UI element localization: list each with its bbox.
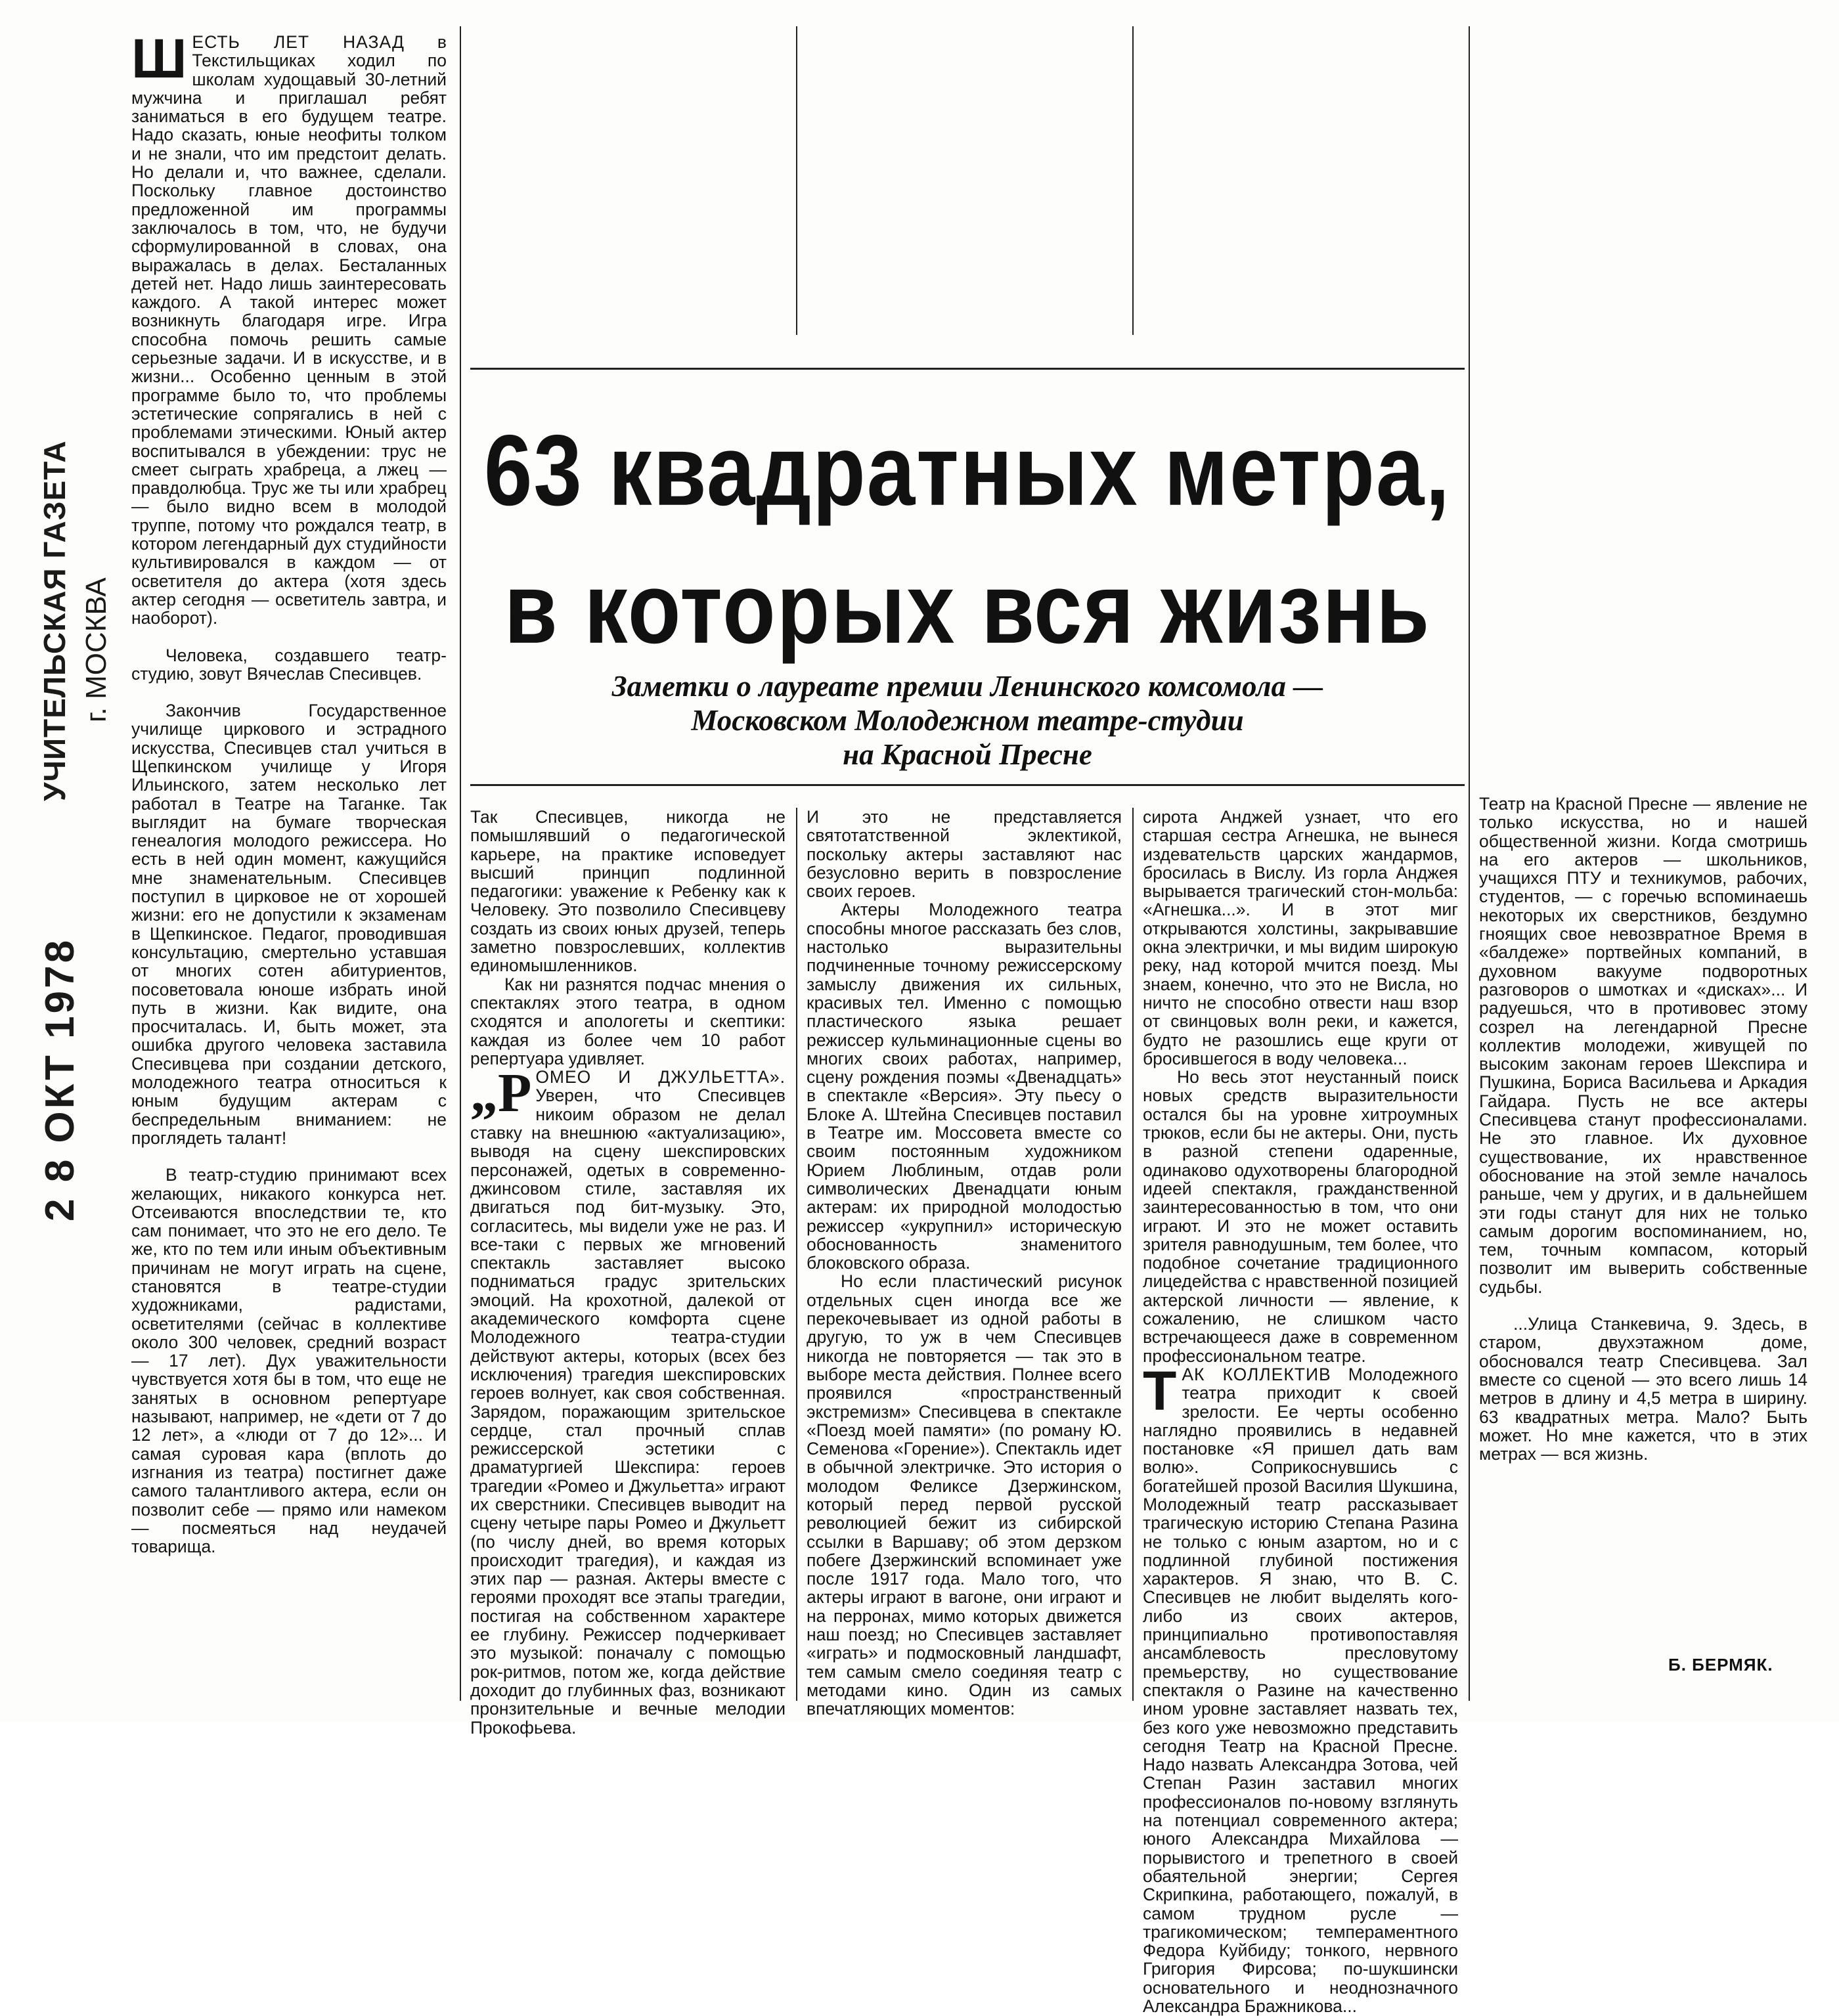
paragraph: ...Улица Станкевича, 9. Здесь, в старом, двухэтажном доме, обосновался театр Спесивцева. Зал вместе со сценой — это всего лишь 14 метров в длину и 4,5 метра в ширину. 63 квадратных метра. Мало? Быть может. Но мне кажется, что в этих метрах — вся жизнь.	[1479, 1314, 1807, 1464]
paragraph-text: Молодежного театра приходит к своей зрелости. Ее черты особенно наглядно проявились в недавней постановке «Я пришел дать вам волю». Соприкоснувшись с богатейшей прозой Василия Шукшина, Молодежный театр рассказывает трагическую историю Степана Разина не только с юным азартом, но и с подлинной глубиной постижения характеров. Я знаю, что В. С. Спесивцев не любит выделять кого-либо из своих актеров, принципиально противопоставляя ансамблевость пресловутому премьерству, но существование спектакля о Разине на качественно ином уровне заставляет назвать тех, без кого уже невозможно представить сегодня Театр на Красной Пресне. Надо назвать Александра Зотова, чей Степан Разин заставил многих профессионалов по-новому взглянуть на потенциал современного актера; юного Александра Михайлова — порывистого и трепетного в своей обаятельной энергии; Сергея Скрипкина, работающего, пожалуй, в самом трудном русле — трагикомическом; темпераментного Федора Куйбиду; тонкого, нервного Григория Фирсова; по-шукшински основательного и неоднозначного Александра Бражникова...	[1143, 1364, 1458, 2016]
headline-line-2: в которых вся жизнь	[504, 552, 1431, 665]
paragraph: Но если пластический рисунок отдельных сцен иногда все же перекочевывает из одной работы в другую, то уж в чем Спесивцев никогда не повторяется — так это в выборе места действия. Полнее всего проявился «пространственный экстремизм» Спесивцева в спектакле «Поезд моей памяти» (по роману Ю. Семенова «Горение»). Спектакль идет в обычной электричке. Это история о молодом Феликсе Дзержинском, который перед первой русской революцией бежит из сибирской ссылки в Варшаву; об этом дерзком побеге Дзержинский вспоминает уже после 1917 года. Мало того, что актеры играют в вагоне, они играют и на перронах, мимо которых движется наш поезд; но Спесивцев заставляет «играть» и подмосковный ландшафт, тем самым смело соединяя театр с методами кино. Один из самых впечатляющих моментов:	[807, 1271, 1122, 1719]
headline-top-rule	[470, 368, 1465, 370]
paragraph: Театр на Красной Пресне — явление не только искусства, но и нашей общественной жизни. Когда смотришь на его актеров — школьников, учащихся ПТУ и техникумов, рабочих, студентов, — с горечью вспоминаешь некоторых их сверстников, бездумно гноящих свое невозвратное Время в «балдеже» портвейных компаний, в духовном вакууме подворотных разговоров о шмотках и «дисках»... И радуешься, что в противовес этому созрел на легендарной Пресне коллектив молодежи, живущей по высоким законам героев Шекспира и Пушкина, Бориса Васильева и Аркадия Гайдара. Пусть не все актеры Спесивцева станут профессионалами. Не это главное. Их духовное существование, их нравственное обоснование на этой земле началось раньше, чем у других, и в дальнейшем эти годы станут для них не только самым дорогим воспоминанием, но, тем, точным компасом, который позволит им выверить собственные судьбы.	[1479, 794, 1807, 1297]
subtitle-line-3: на Красной Пресне	[843, 738, 1092, 771]
paragraph: Но весь этот неустанный поиск новых средств выразительности остался бы на уровне хитроумных трюков, если бы не актеры. Они, пусть в разной степени одаренные, одинаково одухотворены благородной идеей спектакля, гражданственной заинтересованностью в том, что они играют. И это не может оставить зрителя равнодушным, тем более, что подобное сочетание традиционного лицедейства с нравственной позицией актерской личности — явление, к сожалению, не слишком часто встречающееся даже в современном профессиональном театре.	[1143, 1067, 1458, 1366]
column-3	[807, 807, 1122, 1719]
lead-in: ОМЕО И ДЖУЛЬЕТТА».	[535, 1067, 786, 1087]
paragraph	[470, 1063, 786, 1738]
paragraph: В театр-студию принимают всех желающих, никакого конкурса нет. Отсеиваются впоследствии те, кто сам понимает, что это не его дело. Те же, кто по тем или иным объективным причинам не могут играть на сцене, становятся в театре-студии художниками, радистами, осветителями (сейчас в коллективе около 300 человек, средний возраст — 17 лет). Дух уважительности чувствуется хотя бы в том, что еще не занятых в основном репертуаре называют, например, не «дети от 7 до 12 лет», а «люди от 7 до 12»... И самая суровая кара (вплоть до изгнания из театра) постигнет даже самого талантливого актера, если он позволит себе — прямо или намеком — посмеяться над неудачей товарища.	[131, 1165, 447, 1557]
lead-in: АК КОЛЛЕКТИВ	[1182, 1364, 1331, 1384]
column-divider	[1132, 808, 1134, 1701]
author-signature: Б. БЕРМЯК.	[1668, 1655, 1773, 1675]
column-divider	[796, 808, 797, 1701]
headline-line-1: 63 квадратных метра,	[483, 414, 1451, 527]
column-divider	[1132, 26, 1134, 335]
city-stamp: г. МОСКВА	[80, 577, 112, 722]
paragraph-text: в Текстильщиках ходил по школам худощавый 30-летний мужчина и приглашал ребят заниматься в его будущем театре. Надо сказать, юные неофиты толком и не знали, что им предстоит делать. Но делали и, что важнее, сделали. Поскольку главное достоинство предложенной им программы заключалось в том, что, не будучи сформулированной в словах, она выражалась в делах. Бесталанных детей нет. Надо лишь заинтересовать каждого. А такой интерес может возникнуть благодаря игре. Игра способна помочь решить самые серьезные задачи. И в искусстве, и в жизни... Особенно ценным в этой программе было то, что проблемы эстетические сопрягались в ней с проблемами этическими. Юный актер воспитывался в убеждении: трус не смеет сыграть храбреца, а лжец — правдолюбца. Трус же ты или храбрец — было видно всем в молодой труппе, потому что рождался театр, в котором легендарный дух студийности культивировался в каждом — от осветителя до актера (хотя здесь актер сегодня — осветитель завтра, и наоборот).	[131, 32, 447, 628]
column-1	[131, 28, 447, 1557]
subtitle-line-1: Заметки о лауреате премии Ленинского комсомола —	[611, 670, 1323, 703]
column-divider	[796, 26, 797, 335]
column-2	[470, 807, 786, 1738]
column-divider	[1469, 26, 1470, 1701]
column-4	[1143, 807, 1458, 2016]
paragraph	[131, 28, 447, 628]
drop-cap: „Р	[470, 1063, 532, 1124]
paragraph: Актеры Молодежного театра способны многое рассказать без слов, настолько выразительны подчиненные точному режиссерскому замыслу движения их сильных, красивых тел. Именно с помощью пластического языка решает режиссер кульминационные сцены во многих своих работах, например, сцену рождения поэмы «Двенадцать» в спектакле «Версия». Эту пьесу о Блоке А. Штейна Спесивцев поставил в Театре им. Моссовета вместе со своим постоянным художником Юрием Люблиным, отдав роли символических Двенадцати юным актерам: их природной молодостью режиссер «укрупнил» историческую обоснованность знаменитого блоковского образа.	[807, 900, 1122, 1273]
column-5	[1479, 795, 1807, 1635]
drop-cap: Ш	[131, 28, 187, 89]
paragraph: Так Спесивцев, никогда не помышлявший о педагогической карьере, на практике исповедует высший принцип подлинной педагогики: уважение к Ребенку как к Человеку. Это позволило Спесивцеву создать из своих юных друзей, теперь заметно повзрослевших, коллектив единомышленников.	[470, 807, 786, 976]
lead-in: ЕСТЬ ЛЕТ НАЗАД	[192, 32, 405, 52]
paragraph: Закончив Государственное училище циркового и эстрадного искусства, Спесивцев стал учиться в Щепкинском училище у Игоря Ильинского, затем несколько лет работал в Театре на Таганке. Так выглядит на бумаге творческая генеалогия молодого режиссера. Но есть в ней один момент, кажущийся мне знаменательным. Спесивцев поступил в цирковое не от хорошей жизни: его не допустили к экзаменам в Щепкинское. Педагог, проводившая консультацию, смертельно уставшая от многих сотен абитуриентов, посоветовала юноше избрать иной путь в жизни. Как видите, она просчиталась. И, быть может, эта ошибка другого человека заставила Спесивцева при создании детского, молодежного театра относиться к юным будущим актерам с беспредельным вниманием: не проглядеть талант!	[131, 701, 447, 1148]
paragraph: Как ни разнятся подчас мнения о спектаклях этого театра, в одном сходятся и апологеты и скептики: каждая из более чем 10 работ репертуара удивляет.	[470, 974, 786, 1068]
paragraph	[1143, 1359, 1458, 2016]
subtitle-line-2: Московском Молодежном театре-студии	[691, 704, 1244, 737]
paragraph: Человека, создавшего театр-студию, зовут Вячеслав Спесивцев.	[131, 645, 447, 684]
paragraph: сирота Анджей узнает, что его старшая сестра Агнешка, не вынеся издевательств царских жандармов, бросилась в Вислу. Из горла Анджея вырывается трагический стон-мольба: «Агнешка...». И в этот миг открываются холстины, закрывавшие окна электрички, и мы видим широкую реку, над которой мчится поезд. Мы знаем, конечно, что это не Висла, но ничто не способно отвести наш взор от свинцовых волн реки, и кажется, будто не разошлись еще круги от бросившегося в воду человека...	[1143, 807, 1458, 1068]
column-divider	[460, 26, 461, 1701]
paragraph-text: Уверен, что Спесивцев никоим образом не делал ставку на внешнюю «актуализацию», выводя на сцену шекспировских персонажей, одетых в современно-джинсовом стиле, заставляя их двигаться под бит-музыку. Это, согласитесь, мы видели уже не раз. И все-таки с первых же мгновений спектакль заставляет высоко подниматься градус зрительских эмоций. На крохотной, далекой от академического комфорта сцене Молодежного театра-студии действуют актеры, которых (всех без исключения) трагедия шекспировских героев волнует, как своя собственная. Зарядом, поражающим зрительское сердце, стал прочный сплав режиссерской эстетики с драматургией Шекспира: героев трагедии «Ромео и Джульетта» играют их сверстники. Спесивцев выводит на сцену четыре пары Ромео и Джульетт (по числу дней, во время которых происходит трагедия), и каждая из этих пар — разная. Актеры вместе с героями проходят все этапы трагедии, постигая на собственном характере ее глубину. Режиссер подчеркивает это музыкой: поначалу с помощью рок-ритмов, потом же, когда действие доходит до глубинных фаз, возникают пронзительные и вечные мелодии Прокофьева.	[470, 1085, 786, 1738]
date-stamp: 2 8 ОКТ 1978	[37, 937, 83, 1221]
newspaper-name-stamp: УЧИТЕЛЬСКАЯ ГАЗЕТА	[37, 440, 72, 801]
headline-bottom-rule	[470, 784, 1465, 786]
drop-cap: Т	[1143, 1359, 1177, 1422]
paragraph: И это не представляется святотатственной эклектикой, поскольку актеры заставляют нас безусловно верить в повзрослениe своих героев.	[807, 807, 1122, 902]
